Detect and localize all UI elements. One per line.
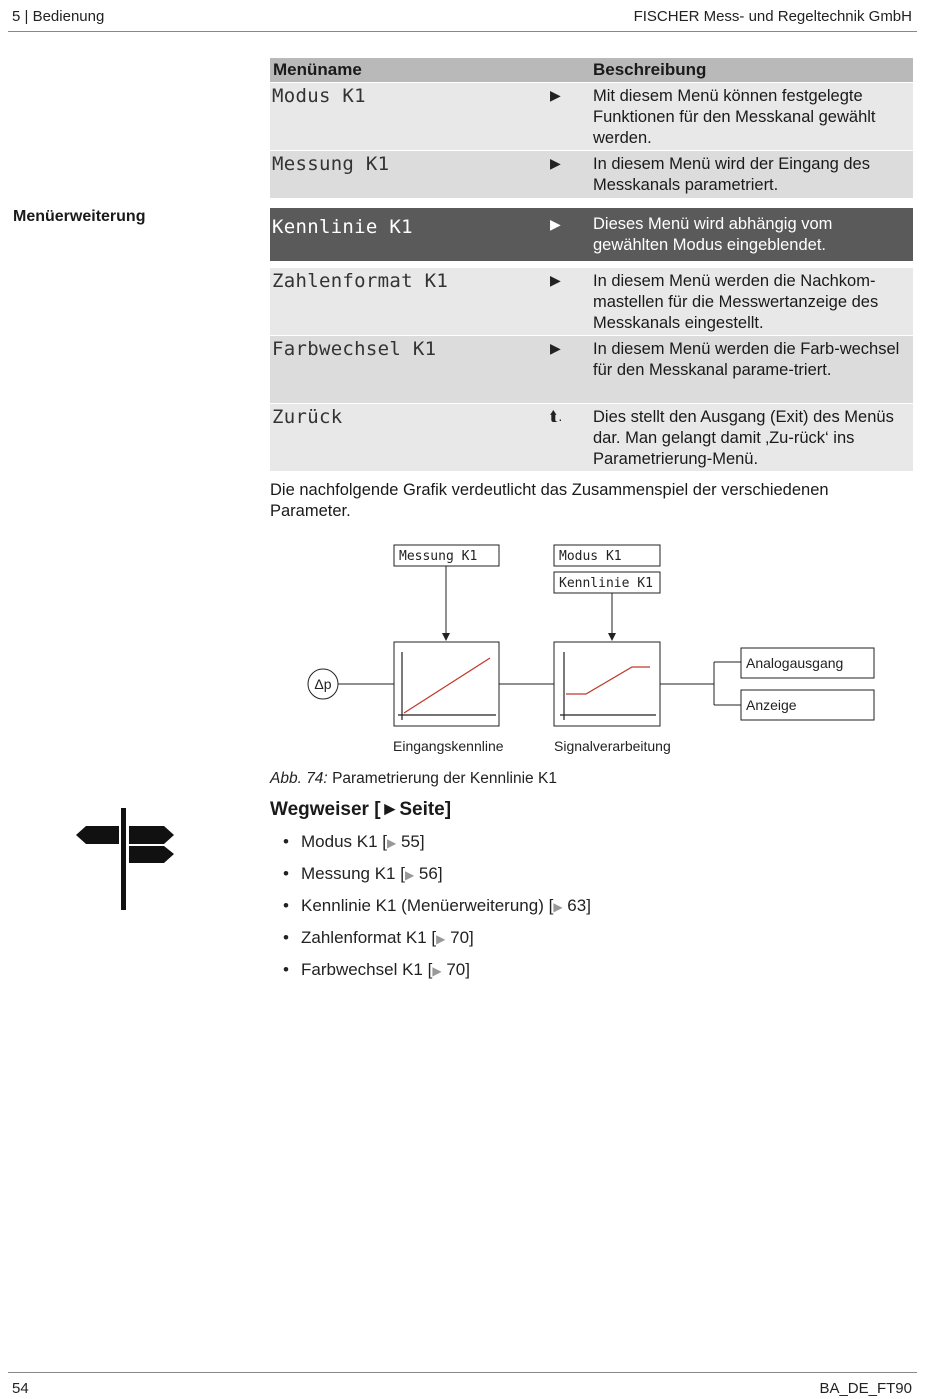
menu-description: In diesem Menü wird der Eingang des Messkanals parametriert. (593, 155, 870, 194)
menu-name: Zurück (272, 406, 343, 428)
page-ref-icon: ▶ (404, 868, 415, 882)
link-label[interactable]: Messung K1 (301, 864, 396, 883)
wegweiser-list (283, 832, 591, 992)
box-modus-label: Modus K1 (559, 549, 622, 564)
link-label[interactable]: Zahlenformat K1 (301, 928, 427, 947)
list-item[interactable]: • Messung K1 [▶ 56] (283, 864, 443, 883)
menu-name: Modus K1 (272, 85, 366, 107)
input-label: Δp (314, 676, 332, 692)
menu-description: Mit diesem Menü können festgelegte Funktionen für den Messkanal gewählt werden. (593, 87, 876, 147)
back-arrow-icon: ⮬. (550, 408, 563, 424)
eingang-caption: Eingangskennline (393, 738, 504, 754)
arrow-right-icon: ▶ (550, 87, 561, 103)
page-ref-icon: ▶ (432, 964, 442, 978)
link-page[interactable]: 56 (418, 864, 438, 883)
table-header-desc: Beschreibung (593, 60, 707, 79)
document-id: BA_DE_FT90 (819, 1380, 912, 1397)
wegweiser-title: Wegweiser [►Seite] (270, 799, 452, 820)
menu-description: Dies stellt den Ausgang (Exit) des Menüs dar. Man gelangt damit ‚Zu-rück‘ ins Parametrierung-Menü. (593, 408, 894, 468)
figure-caption-prefix: Abb. 74: (270, 770, 328, 787)
eingang-box (394, 642, 499, 726)
header-section: 5 | Bedienung (12, 8, 105, 25)
signpost-icon (74, 806, 176, 912)
arrow-right-icon: ▶ (550, 216, 561, 232)
side-label: Menüerweiterung (13, 208, 146, 225)
link-label[interactable]: Modus K1 (301, 832, 378, 851)
table-header-menu: Menüname (273, 60, 362, 79)
menu-name: Messung K1 (272, 153, 390, 175)
list-item[interactable]: • Zahlenformat K1 [▶ 70] (283, 928, 474, 947)
box-messung-label: Messung K1 (399, 549, 478, 564)
link-page[interactable]: 63 (567, 896, 587, 915)
intro-paragraph: Die nachfolgende Grafik verdeutlicht das Zusammenspiel der verschiedenen Parameter. (270, 481, 829, 520)
menu-description: In diesem Menü werden die Nachkom-mastellen für die Messwertanzeige des Messkanals eingestellt. (593, 272, 879, 332)
link-page[interactable]: 70 (446, 960, 466, 979)
signal-caption: Signalverarbeitung (554, 738, 671, 754)
menu-name: Zahlenformat K1 (272, 270, 449, 292)
list-item[interactable]: • Kennlinie K1 (Menüerweiterung) [▶ 63] (283, 896, 591, 915)
page-ref-icon: ▶ (553, 900, 563, 914)
signal-box (554, 642, 660, 726)
footer-divider (8, 1372, 917, 1373)
list-item[interactable]: • Farbwechsel K1 [▶ 70] (283, 960, 470, 979)
list-item[interactable]: • Modus K1 [▶ 55] (283, 832, 425, 851)
output-anzeige-label: Anzeige (746, 697, 797, 713)
link-label[interactable]: Farbwechsel K1 (301, 960, 423, 979)
link-page[interactable]: 70 (450, 928, 470, 947)
link-page[interactable]: 55 (400, 832, 420, 851)
arrow-right-icon: ▶ (550, 155, 561, 171)
arrow-right-icon: ▶ (550, 272, 561, 288)
menu-name: Kennlinie K1 (272, 216, 413, 238)
figure-caption-text: Parametrierung der Kennlinie K1 (332, 770, 557, 787)
link-label[interactable]: Kennlinie K1 (Menüerweiterung) (301, 896, 544, 915)
page-ref-icon: ▶ (436, 932, 446, 946)
output-analog-label: Analogausgang (746, 655, 844, 671)
menu-description: Dieses Menü wird abhängig vom gewählten Modus eingeblendet. (593, 215, 833, 254)
page-number: 54 (12, 1380, 29, 1397)
box-kennlinie-label: Kennlinie K1 (559, 576, 653, 591)
menu-name: Farbwechsel K1 (272, 338, 437, 360)
header-company: FISCHER Mess- und Regeltechnik GmbH (633, 8, 912, 25)
arrow-head (442, 633, 450, 641)
arrow-head (608, 633, 616, 641)
menu-description: In diesem Menü werden die Farb-wechsel für den Messkanal parame-triert. (593, 340, 900, 379)
page-ref-icon: ▶ (387, 836, 397, 850)
figure-caption (270, 770, 557, 788)
arrow-right-icon: ▶ (550, 340, 561, 356)
